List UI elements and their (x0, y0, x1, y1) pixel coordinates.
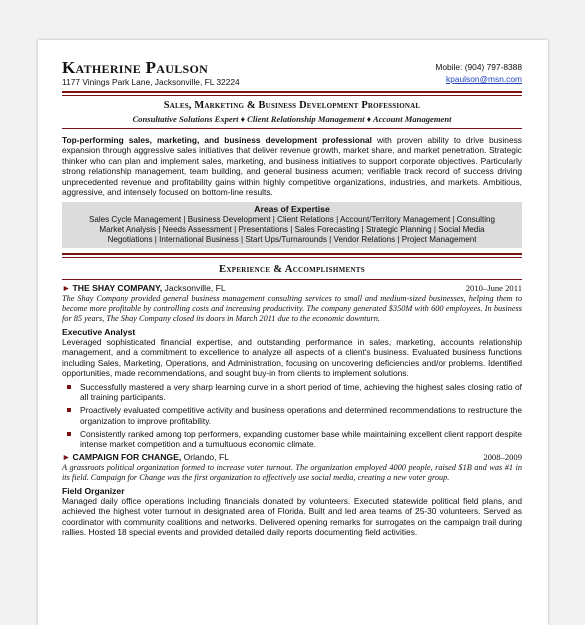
arrow-icon: ► (62, 283, 71, 294)
summary-lead: Top-performing sales, marketing, and business development professional (62, 135, 372, 145)
resume-header (62, 58, 522, 88)
summary-paragraph (62, 135, 522, 197)
summary-body: with proven ability to drive business expansion through aggressive sales initiatives that deliver revenue growth, market share, and market penetration. Strategic thinker who can plan and implement sales, marketing, and business initiatives to support corporate objectives. Particularly strong relationship management, team building, and general business acumen; verifiable track record of success driving unprecedented revenue and profitability gains within highly competitive organizations, industries, and markets. Ambitious, aggressive, and intensely focused on bottom-line results. (62, 135, 522, 198)
experience-divider-thin (62, 257, 522, 258)
arrow-icon: ► (62, 452, 71, 463)
job-company (62, 283, 226, 293)
headline-divider (62, 128, 522, 129)
job-heading (62, 452, 522, 463)
experience-divider (62, 253, 522, 255)
header-divider-thin (62, 95, 522, 96)
job-title: Executive Analyst (62, 327, 136, 338)
mobile-number: Mobile: (904) 797-8388 (435, 62, 522, 72)
job-dates: 2008–2009 (483, 452, 522, 463)
company-name: CAMPAIGN FOR CHANGE, (72, 452, 182, 463)
achievement-text: Proactively evaluated competitive activity and business operations and determined recommendations to restructure the organization to improve profitability. (80, 405, 522, 426)
job-dates: 2010–June 2011 (465, 283, 522, 294)
expertise-line: Sales Cycle Management | Business Development | Client Relations | Account/Territory Management | Consulting (88, 214, 496, 224)
company-description: The Shay Company provided general business management consulting services to small and medium-sized businesses, helping them to become more profitable by controlling costs and increasing productivity. The company generated $350M with 600 employees. In business for 85 years, The Shay Company closed its doors in March 2011 due to the economic downturn. (62, 294, 522, 324)
areas-of-expertise (62, 202, 522, 248)
job-description: Managed daily office operations including financials donated by volunteers. Executed statewide political field plans, and achieved the highest voter turnout in designated area of Florida. Built and led area teams of 25-30 volunteers. Served as coordinator with community coalitions and networks. Delivered opening remarks for surrogates on the campaign trail during rallies. Hosted 18 special events and provided detailed daily reports documenting field activities. (62, 496, 522, 537)
company-location: Orlando, FL (181, 452, 229, 463)
company-location: Jacksonville, FL (162, 283, 226, 294)
candidate-name: Katherine Paulson (62, 58, 209, 77)
bullet-icon (67, 432, 71, 436)
achievement-text: Successfully mastered a very sharp learning curve in a short period of time, achieving the highest sales closing ratio of all training participants. (80, 382, 522, 403)
candidate-address: 1177 Vinings Park Lane, Jacksonville, FL 32224 (62, 77, 240, 87)
achievement-text: Consistently ranked among top performers, expanding customer base while maintaining excellent client rapport despite intense market competition and a tumultuous economic climate. (80, 428, 522, 450)
achievement-list (62, 382, 522, 449)
contact-block (435, 61, 522, 85)
resume-content (62, 58, 522, 537)
resume-page (38, 40, 548, 625)
job-description: Leveraged sophisticated financial expertise, and outstanding performance in sales, marketing, accounts relationship management, and a commitment to excellence to analyze all aspects of a client's business. Evaluated business functions including Sales, Marketing, Operations, and Administration, focusing on uncovering deficiencies and/or problems. Identified opportunities, made recommendations, and sought buy-in from clients to implement solutions. (62, 337, 522, 378)
email-link[interactable]: kpaulson@msn.com (446, 74, 522, 84)
bullet-icon (67, 385, 71, 389)
experience-title-divider (62, 279, 522, 280)
job-entry (62, 452, 522, 537)
expertise-line: Market Analysis | Needs Assessment | Presentations | Sales Forecasting | Strategic Planning | Social Media (99, 224, 485, 234)
experience-title: Experience & Accomplishments (219, 264, 365, 276)
expertise-title: Areas of Expertise (254, 204, 330, 215)
job-company (62, 452, 229, 462)
achievement-item (80, 405, 522, 425)
professional-headline: Sales, Marketing & Business Development Professional (163, 100, 421, 111)
expertise-line: Negotiations | International Business | Start Ups/Turnarounds | Vendor Relations | Project Management (107, 235, 477, 245)
bullet-icon (67, 408, 71, 412)
header-divider (62, 91, 522, 93)
job-heading (62, 283, 522, 294)
company-description: A grassroots political organization formed to increase voter turnout. The organization employed 4000 people, raised $1B and was #1 in its field. Campaign for Change was the first organization to effectively use social media, creating a new voter group. (62, 463, 522, 483)
job-entry (62, 283, 522, 449)
achievement-item (80, 382, 522, 402)
achievement-item (80, 429, 522, 449)
company-name: THE SHAY COMPANY, (72, 283, 163, 294)
job-title: Field Organizer (62, 486, 125, 497)
professional-subheadline: Consultative Solutions Expert ♦ Client Relationship Management ♦ Account Management (132, 114, 452, 124)
